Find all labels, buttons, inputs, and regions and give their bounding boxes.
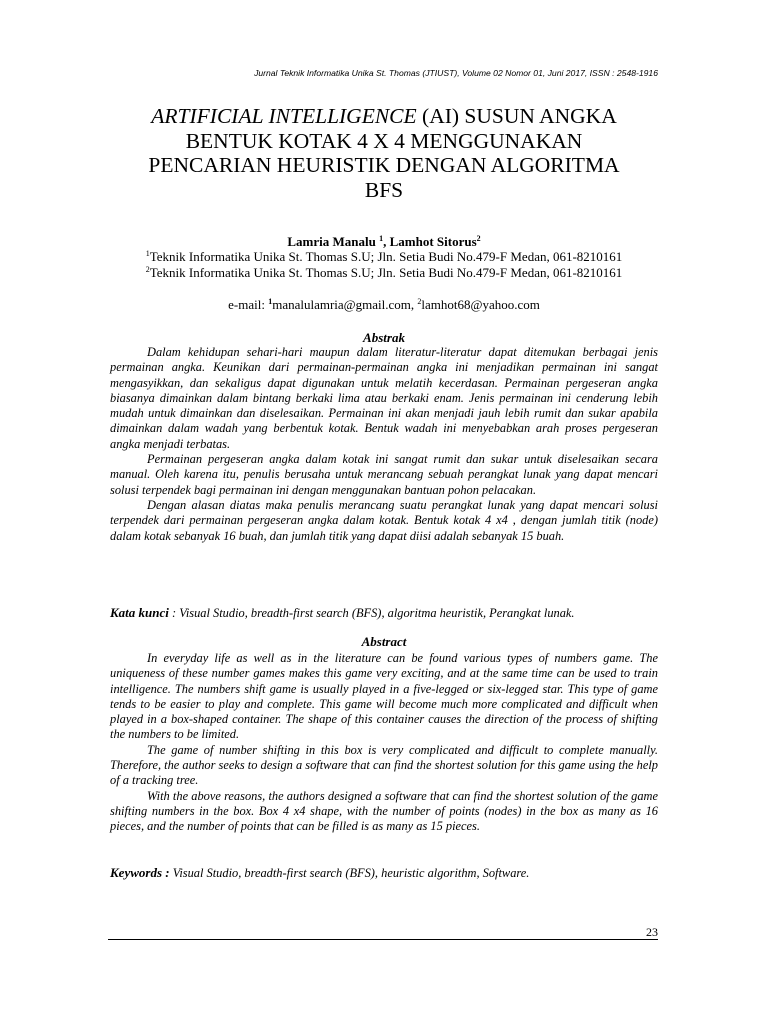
email-1[interactable]: manalulamria@gmail.com, (272, 297, 418, 312)
author-separator: , (383, 234, 390, 249)
affiliation-2 (110, 265, 658, 281)
abstrak-paragraph-3: Dengan alasan diatas maka penulis merancang suatu perangkat lunak yang dapat mencari solusi terpendek dari permainan pergeseran angka dalam kotak. Bentuk kotak 4 x4 , dengan jumlah titik (node) dalam kotak sebanyak 16 buah, dan jumlah titik yang dapat diisi adalah sebanyak 15 buah. (110, 497, 658, 543)
abstract-heading: Abstract (361, 634, 407, 649)
abstrak-heading: Abstrak (363, 330, 405, 345)
email-2[interactable]: lamhot68@yahoo.com (421, 297, 540, 312)
title-line1-rest: (AI) SUSUN ANGKA (416, 104, 617, 128)
title-line2: BENTUK KOTAK 4 X 4 MENGGUNAKAN (185, 128, 583, 153)
email-label: e-mail: (228, 297, 269, 312)
abstrak-paragraph-2: Permainan pergeseran angka dalam kotak ini sangat rumit dan sukar untuk diselesaikan secara manual. Oleh karena itu, penulis berusaha untuk merancang sebuah perangkat lunak yang dapat mencari solusi terpendek bagi permainan ini dengan menggunakan bantuan pohon pelacakan. (110, 452, 658, 497)
email-line (110, 297, 658, 313)
kata-kunci-label: Kata kunci (110, 605, 169, 620)
journal-header: Jurnal Teknik Informatika Unika St. Thomas (JTIUST), Volume 02 Nomor 01, Juni 2017, ISSN : 2548-1916 (254, 68, 658, 78)
author-1-name: Lamria Manalu (287, 234, 380, 249)
author-2-sup: 2 (476, 234, 481, 243)
email-1-sup: 1 (268, 297, 273, 306)
keywords-text: Visual Studio, breadth-first search (BFS), heuristic algorithm, Software. (169, 866, 530, 880)
email-2-sup: 2 (417, 297, 422, 306)
title-italic-part: ARTIFICIAL INTELLIGENCE (151, 104, 417, 128)
abstrak-paragraph-1: Dalam kehidupan sehari-hari maupun dalam literatur-literatur dapat ditemukan berbagai jenis permainan angka. Keunikan dari permainan-permainan angka ini menjadikan permainan ini sangat mengasyikkan, dan sekaligus dapat digunakan untuk melatih kecerdasan. Permainan pergeseran angka biasanya dimainkan dalam bintang berkaki lima atau berkaki enam. Jenis permainan ini cenderung lebih mudah untuk dimainkan dan diselesaikan. Permainan ini akan menjadi jauh lebih rumit dan sukar apabila dimainkan dalam wadah yang berbentuk kotak. Bentuk wadah ini menyebabkan arah proses pergeseran angka menjadi terbatas. (110, 345, 658, 451)
page-number: 23 (646, 925, 658, 939)
keywords-label: Keywords : (110, 865, 170, 880)
abstract-paragraph-3: With the above reasons, the authors designed a software that can find the shortest solution of the game shifting numbers in the box. Box 4 x4 shape, with the number of points (nodes) in the box as many as 16 pieces, and the number of points that can be filled is as many as 15 pieces. (110, 788, 658, 834)
affiliation-1-sup: 1 (145, 249, 150, 258)
paper-title (110, 104, 658, 202)
title-line4: BFS (364, 177, 404, 202)
abstract-paragraph-1: In everyday life as well as in the literature can be found various types of numbers game. The uniqueness of these number games makes this game very exciting, and at the same time can be used to train intelligence. The numbers shift game is usually played in a five-legged or six-legged star. This type of game tends to be easier to play and complete. This game will become much more complicated and difficult when played in a box-shaped container. The shape of this container causes the direction of the process of shifting the numbers to be limited. (110, 651, 658, 742)
keywords (110, 865, 658, 881)
affiliation-1 (110, 249, 658, 265)
author-1-sup: 1 (379, 234, 384, 243)
title-line3: PENCARIAN HEURISTIK DENGAN ALGORITMA (148, 153, 620, 177)
kata-kunci (110, 605, 658, 621)
abstrak-body (110, 345, 658, 544)
affiliation-2-sup: 2 (145, 265, 150, 274)
affiliation-1-text: Teknik Informatika Unika St. Thomas S.U; Jln. Setia Budi No.479-F Medan, 061-8210161 (149, 249, 623, 264)
footer-rule (108, 939, 658, 940)
author-2-name: Lamhot Sitorus (389, 234, 477, 249)
kata-kunci-text: : Visual Studio, breadth-first search (BFS), algoritma heuristik, Perangkat lunak. (168, 606, 575, 620)
abstract-paragraph-2: The game of number shifting in this box is very complicated and difficult to complete manually. Therefore, the author seeks to design a software that can find the shortest solution for this game using the help of a tracking tree. (110, 742, 658, 788)
abstract-body (110, 651, 658, 835)
author-list (110, 234, 658, 250)
affiliation-2-text: Teknik Informatika Unika St. Thomas S.U; Jln. Setia Budi No.479-F Medan, 061-8210161 (149, 265, 623, 280)
